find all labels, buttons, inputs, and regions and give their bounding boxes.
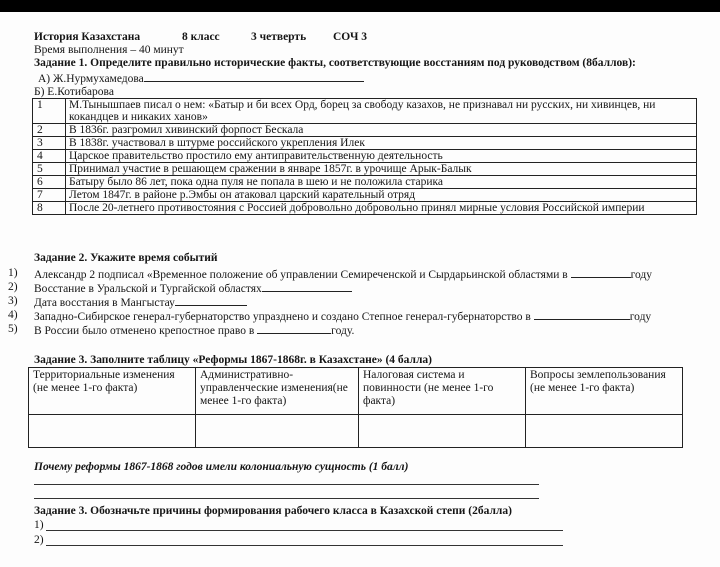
answer-line-2-4[interactable] <box>534 309 630 320</box>
column-header: Вопросы землепользования (не менее 1-го факта) <box>526 368 683 415</box>
table-row: 1 М.Тынышпаев писал о нем: «Батыр и би всех Орд, борец за свободу казахов, не признавал ни русских, ни хивинцев, ни кокандцев и никаких ханов» <box>33 99 697 124</box>
table-row: 5 Принимал участие в решающем сражении в январе 1857г. в урочище Арык-Балык <box>33 163 697 176</box>
answer-line-2-5[interactable] <box>257 323 331 334</box>
answer-line-2-3[interactable] <box>175 295 247 306</box>
task2-item-num: 4) <box>8 309 18 321</box>
task2-item-4: Западно-Сибирское генерал-губернаторство упразднено и создано Степное генерал-губернаторство в году <box>34 311 652 323</box>
task4-item-2: 2) <box>34 534 44 546</box>
task1-option-a: А) Ж.Нурмухамедова <box>38 71 364 85</box>
table-row: 7 Летом 1847г. в районе р.Эмбы он атаковал царский карательный отряд <box>33 189 697 202</box>
subject-title: История Казахстана <box>34 31 141 43</box>
task2-item-1: Александр 2 подписал «Временное положение об управлении Семиреченской и Сырдарьинской областями в году <box>34 269 653 281</box>
task1-option-b: Б) Е.Котибарова <box>34 86 114 98</box>
answer-cell[interactable] <box>196 415 359 448</box>
answer-line-2-2[interactable] <box>262 281 352 292</box>
grade-label: 8 класс <box>182 31 220 43</box>
answer-cell[interactable] <box>359 415 526 448</box>
time-limit: Время выполнения – 40 минут <box>34 44 184 56</box>
task4-title: Задание 3. Обозначьте причины формирования рабочего класса в Казахской степи (2балла) <box>34 505 512 517</box>
answer-line[interactable] <box>34 484 539 485</box>
answer-line-4-2[interactable] <box>46 545 563 546</box>
table-row: 3 В 1838г. участвовал в штурме российского укрепления Илек <box>33 137 697 150</box>
exam-label: СОЧ 3 <box>333 31 368 43</box>
task2-item-2: Восстание в Уральской и Тургайской областях <box>34 281 352 295</box>
column-header: Налоговая система и повинности (не менее 1-го факта) <box>359 368 526 415</box>
task1-table <box>32 98 697 215</box>
column-header: Административно-управленческие изменения(не менее 1-го факта) <box>196 368 359 415</box>
quarter-label: 3 четверть <box>251 31 307 43</box>
answer-cell[interactable] <box>526 415 683 448</box>
answer-line-a[interactable] <box>144 71 364 82</box>
task2-item-5: В России было отменено крепостное право в году. <box>34 325 355 337</box>
table-row: 2 В 1836г. разгромил хивинский форпост Бескала <box>33 124 697 137</box>
reforms-table <box>28 367 683 448</box>
table-row: 8 После 20-летнего противостояния с Россией добровольно добровольно принял мирные условия Российской империи <box>33 202 697 215</box>
table-header-row <box>29 368 683 415</box>
task2-item-3: Дата восстания в Мангыстау <box>34 295 247 309</box>
task2-title: Задание 2. Укажите время событий <box>34 252 218 264</box>
task4-item-1: 1) <box>34 519 44 531</box>
answer-line-2-1[interactable] <box>571 267 631 278</box>
task3-question: Почему реформы 1867-1868 годов имели колониальную сущность (1 балл) <box>34 461 409 473</box>
top-black-bar <box>0 0 720 12</box>
answer-line[interactable] <box>34 498 539 499</box>
task3-title: Задание 3. Заполните таблицу «Реформы 1867-1868г. в Казахстане» (4 балла) <box>34 354 433 366</box>
table-answer-row <box>29 415 683 448</box>
answer-cell[interactable] <box>29 415 196 448</box>
task2-item-num: 3) <box>8 295 18 307</box>
task2-item-num: 5) <box>8 323 18 335</box>
task1-title: Задание 1. Определите правильно исторические факты, соответствующие восстаниям под руководством (8баллов): <box>34 57 636 69</box>
table-row: 6 Батыру было 86 лет, пока одна пуля не попала в шею и не положила старика <box>33 176 697 189</box>
task2-item-num: 1) <box>8 267 18 279</box>
column-header: Территориальные изменения (не менее 1-го факта) <box>29 368 196 415</box>
table-row: 4 Царское правительство простило ему антиправительственную деятельность <box>33 150 697 163</box>
answer-line-4-1[interactable] <box>46 530 563 531</box>
task2-item-num: 2) <box>8 281 18 293</box>
